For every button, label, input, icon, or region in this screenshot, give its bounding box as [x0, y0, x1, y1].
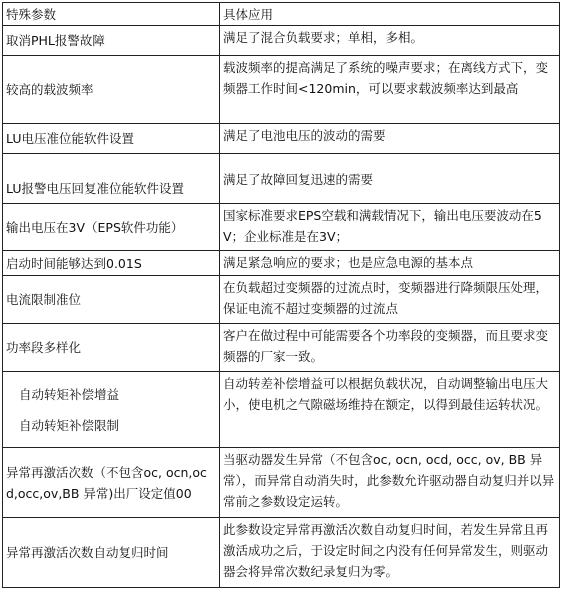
application-cell: 国家标准要求EPS空载和满载情况下，输出电压要波动在5V；企业标准是在3V；: [220, 204, 560, 251]
table-row: [3, 26, 560, 56]
application-cell: 自动转差补偿增益可以根据负载状况，自动调整输出电压大小，使电机之气隙磁场维持在额定，以得到最佳运转状况。: [220, 372, 560, 448]
application-cell: 客户在做过程中可能需要各个功率段的变频器，而且要求变频器的厂家一致。: [220, 324, 560, 372]
param-cell: 电流限制准位: [3, 276, 220, 324]
table-header-row: [3, 3, 560, 26]
param-cell: [3, 372, 220, 448]
table-row: [3, 372, 560, 448]
parameter-table: [2, 2, 560, 588]
param-line-limit: 自动转矩补偿限制: [19, 417, 120, 433]
table-row: [3, 448, 560, 518]
application-cell: 此参数设定异常再激活次数自动复归时间，若发生异常且再激活成功之后，于设定时间之内没有任何异常发生，则驱动器会将异常次数纪录复归为零。: [220, 518, 560, 588]
header-param-cell: 特殊参数: [3, 3, 220, 26]
table-row: [3, 276, 560, 324]
table-row: [3, 204, 560, 251]
param-line-gain: 自动转矩补偿增益: [19, 386, 120, 402]
table-row: [3, 518, 560, 588]
param-cell: 异常再激活次数（不包含oc, ocn,ocd,occ,ov,BB 异常)出厂设定值00: [3, 448, 220, 518]
table-row: [3, 251, 560, 276]
application-cell: 满足了故障回复迅速的需要: [220, 154, 560, 204]
param-cell: 取消PHL报警故障: [3, 26, 220, 56]
table-row: [3, 124, 560, 154]
table-row: [3, 324, 560, 372]
header-application-cell: 具体应用: [220, 3, 560, 26]
application-cell: 载波频率的提高满足了系统的噪声要求；在离线方式下，变频器工作时间<120min，可以要求载波频率达到最高: [220, 56, 560, 124]
param-cell: LU报警电压回复准位能软件设置: [3, 154, 220, 204]
application-cell: 满足紧急响应的要求；也是应急电源的基本点: [220, 251, 560, 276]
param-cell: LU电压准位能软件设置: [3, 124, 220, 154]
table-row: [3, 154, 560, 204]
param-cell: 启动时间能够达到0.01S: [3, 251, 220, 276]
application-cell: 在负载超过变频器的过流点时，变频器进行降频限压处理，保证电流不超过变频器的过流点: [220, 276, 560, 324]
param-cell: 输出电压在3V（EPS软件功能）: [3, 204, 220, 251]
application-cell: 满足了混合负载要求；单相，多相。: [220, 26, 560, 56]
table-row: [3, 56, 560, 124]
param-cell: 功率段多样化: [3, 324, 220, 372]
application-cell: 当驱动器发生异常（不包含oc, ocn, ocd, occ, ov, BB 异常），而异常自动消失时，此参数允许驱动器自动复归并以异常前之参数设定运转。: [220, 448, 560, 518]
param-cell: 较高的载波频率: [3, 56, 220, 124]
param-cell: 异常再激活次数自动复归时间: [3, 518, 220, 588]
application-cell: 满足了电池电压的波动的需要: [220, 124, 560, 154]
